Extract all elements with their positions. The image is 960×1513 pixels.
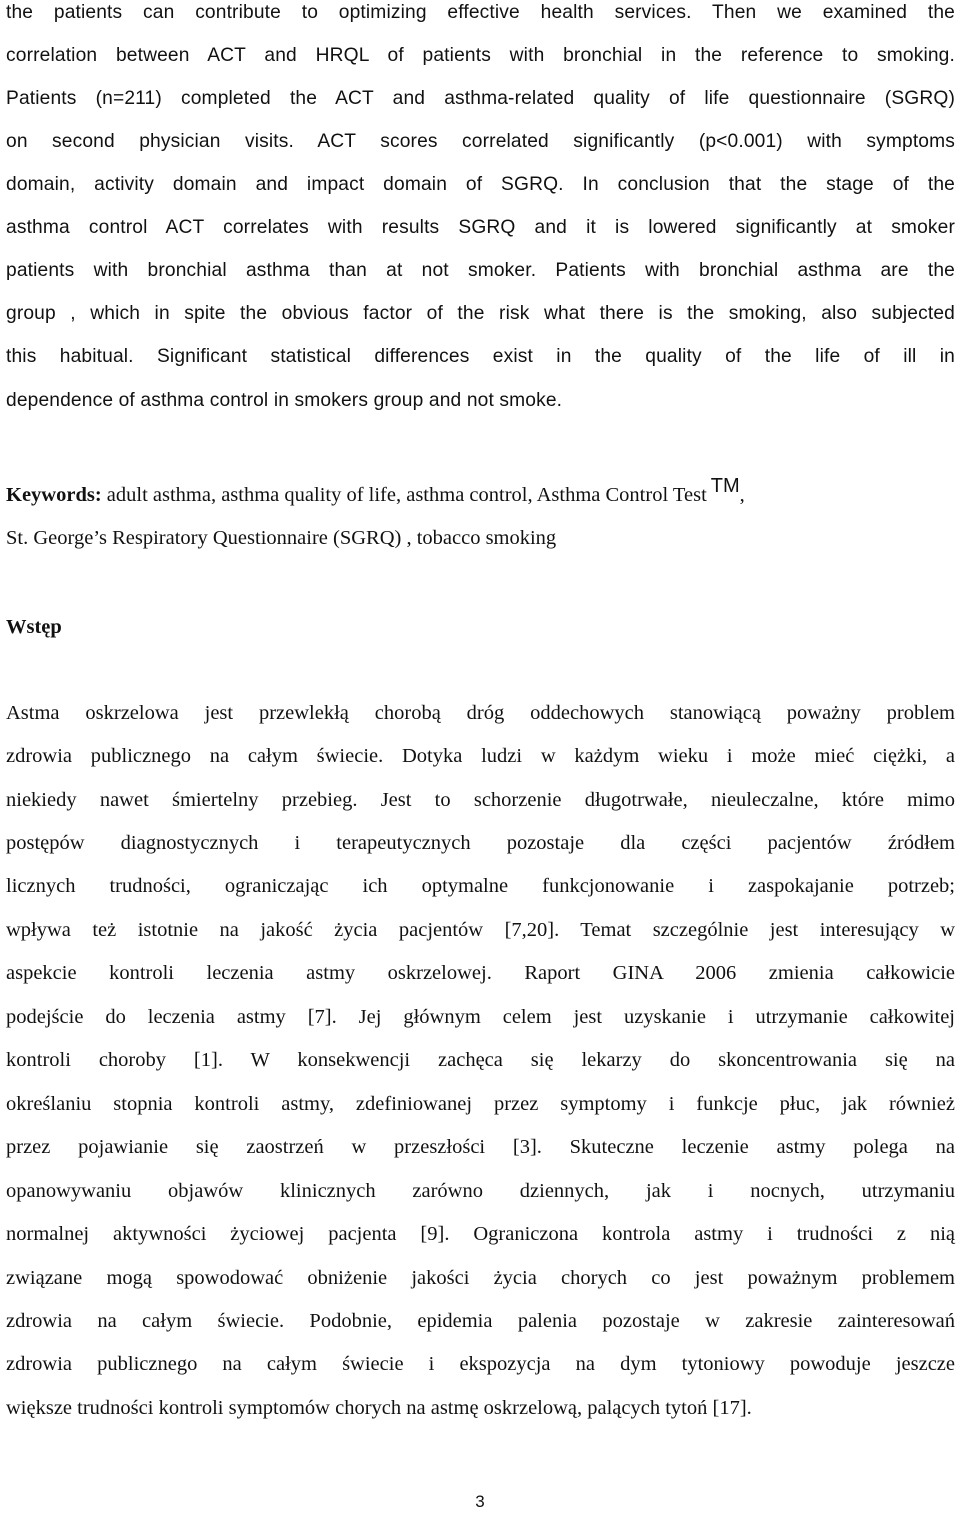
abstract-line: on second physician visits. ACT scores correlated significantly (p<0.001) with symptoms: [6, 131, 955, 152]
body-line: postępów diagnostycznych i terapeutycznych pozostaje dla części pacjentów źródłem: [6, 832, 955, 854]
body-line: opanowywaniu objawów klinicznych zarówno dziennych, jak i nocnych, utrzymaniu: [6, 1180, 955, 1202]
abstract-line: correlation between ACT and HRQL of patients with bronchial in the reference to smoking.: [6, 45, 955, 66]
body-line: Astma oskrzelowa jest przewlekłą chorobą dróg oddechowych stanowiącą poważny problem: [6, 702, 955, 724]
section-heading: Wstęp: [6, 616, 62, 638]
abstract-line: domain, activity domain and impact domain of SGRQ. In conclusion that the stage of the: [6, 174, 955, 195]
abstract-line: this habitual. Significant statistical differences exist in the quality of the life of ill in: [6, 346, 955, 367]
keywords-line: St. George’s Respiratory Questionnaire (SGRQ) , tobacco smoking: [6, 527, 557, 549]
body-line: zdrowia publicznego na całym świecie. Dotyka ludzi w każdym wieku i może mieć ciężki, a: [6, 745, 955, 767]
keywords-text: adult asthma, asthma quality of life, asthma control, Asthma Control Test: [106, 484, 707, 506]
body-line: kontroli choroby [1]. W konsekwencji zachęca się lekarzy do skoncentrowania się na: [6, 1049, 955, 1071]
body-line: większe trudności kontroli symptomów chorych na astmę oskrzelową, palących tytoń [17].: [6, 1397, 752, 1419]
body-line: przez pojawianie się zaostrzeń w przeszłości [3]. Skuteczne leczenie astmy polega na: [6, 1136, 955, 1158]
trademark-symbol: TM: [710, 475, 740, 497]
body-line: zdrowia na całym świecie. Podobnie, epidemia palenia pozostaje w zakresie zainteresowań: [6, 1310, 955, 1332]
body-line: określaniu stopnia kontroli astmy, zdefiniowanej przez symptomy i funkcje płuc, jak również: [6, 1093, 955, 1115]
body-line: licznych trudności, ograniczając ich optymalne funkcjonowanie i zaspokajanie potrzeb;: [6, 875, 955, 897]
page-number: 3: [475, 1492, 485, 1511]
body-line: zdrowia publicznego na całym świecie i ekspozycja na dym tytoniowy powoduje jeszcze: [6, 1353, 955, 1375]
abstract-line: group , which in spite the obvious factor of the risk what there is the smoking, also subjected: [6, 303, 955, 324]
abstract-line: patients with bronchial asthma than at not smoker. Patients with bronchial asthma are the: [6, 260, 955, 281]
keywords-label: Keywords:: [6, 484, 102, 506]
body-line: normalnej aktywności życiowej pacjenta [9]. Ograniczona kontrola astmy i trudności z nią: [6, 1223, 955, 1245]
keywords-comma: ,: [739, 484, 745, 506]
keywords-line: [6, 475, 955, 508]
abstract-line: Patients (n=211) completed the ACT and asthma-related quality of life questionnaire (SGRQ): [6, 88, 955, 109]
body-line: niekiedy nawet śmiertelny przebieg. Jest to schorzenie długotrwałe, nieuleczalne, które mimo: [6, 789, 955, 811]
body-line: aspekcie kontroli leczenia astmy oskrzelowej. Raport GINA 2006 zmienia całkowicie: [6, 962, 955, 984]
body-line: wpływa też istotnie na jakość życia pacjentów [7,20]. Temat szczególnie jest interesujący w: [6, 919, 955, 941]
abstract-line: dependence of asthma control in smokers group and not smoke.: [6, 390, 563, 411]
body-line: podejście do leczenia astmy [7]. Jej głównym celem jest uzyskanie i utrzymanie całkowitej: [6, 1006, 955, 1028]
body-line: związane mogą spowodować obniżenie jakości życia chorych co jest poważnym problemem: [6, 1267, 955, 1289]
abstract-line: asthma control ACT correlates with results SGRQ and it is lowered significantly at smoker: [6, 217, 955, 238]
abstract-line: the patients can contribute to optimizing effective health services. Then we examined the: [6, 2, 955, 23]
